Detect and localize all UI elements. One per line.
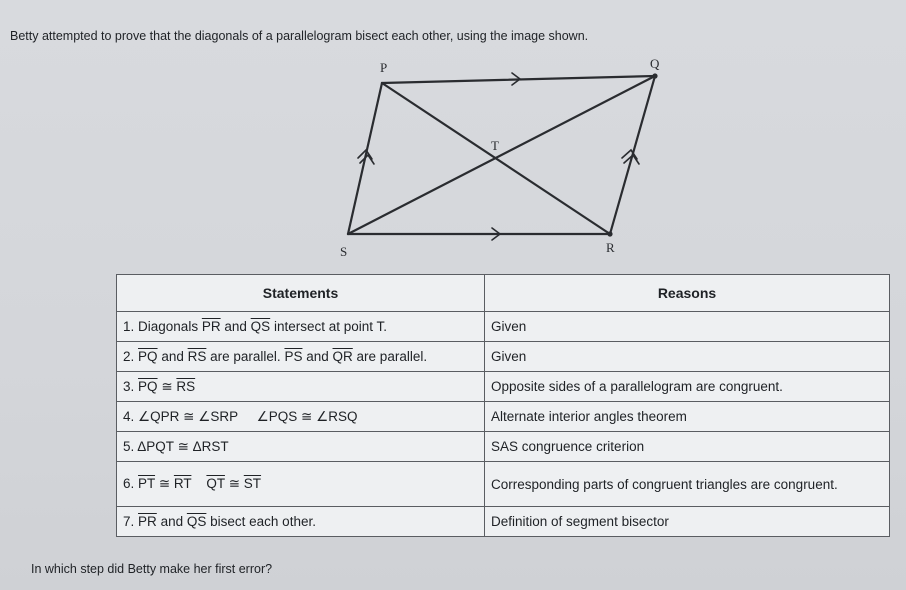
problem-prompt: Betty attempted to prove that the diagonals of a parallelogram bisect each other, using the image shown. [10,29,589,43]
segment-pt: $\overline{PT}$ [138,476,156,491]
segment-pr: $\overline{PR}$ [138,514,157,529]
label-t: T [491,138,499,153]
proof-row-3 [117,372,890,402]
statement-1: 1. Diagonals $\overline{PR}$ and $\overline{QS}$ intersect at point T. [117,312,485,342]
proof-row-1 [117,312,890,342]
reason-2: Given [485,342,890,372]
congruent-symbol: ≅ [301,408,313,424]
congruent-symbol: ≅ [177,438,189,454]
label-r: R [606,240,615,255]
statements-header: Statements [117,275,485,312]
statement-7: 7. $\overline{PR}$ and $\overline{QS}$ bisect each other. [117,507,485,537]
parallelogram-figure [300,52,700,272]
statement-2: 2. $\overline{PQ}$ and $\overline{RS}$ are parallel. $\overline{PS}$ and $\overline{QR}$ are parallel. [117,342,485,372]
segment-qs: $\overline{QS}$ [186,514,207,529]
proof-row-6 [117,462,890,507]
reason-6: Corresponding parts of congruent triangles are congruent. [485,462,890,507]
segment-qs: $\overline{QS}$ [250,319,271,334]
reason-3: Opposite sides of a parallelogram are congruent. [485,372,890,402]
segment-pr: $\overline{PR}$ [201,319,221,334]
segment-st: $\overline{ST}$ [243,476,262,491]
label-q: Q [650,56,660,71]
diagonal-qs [348,76,655,234]
statement-5: 5. ΔPQT ≅ ΔRST [117,432,485,462]
segment-pq: $\overline{PQ}$ [138,349,158,364]
reason-7: Definition of segment bisector [485,507,890,537]
label-s: S [340,244,348,259]
proof-row-2 [117,342,890,372]
reason-4: Alternate interior angles theorem [485,402,890,432]
proof-row-4 [117,402,890,432]
congruent-symbol: ≅ [228,476,241,491]
proof-row-7 [117,507,890,537]
segment-rs: $\overline{RS}$ [176,378,196,394]
question-text: In which step did Betty make her first error? [31,562,273,576]
segment-qr: $\overline{QR}$ [332,349,353,364]
statement-6: 6. $\overline{PT}$ ≅ $\overline{RT}$ $\overline{QT}$ ≅ $\overline{ST}$ [117,462,485,507]
congruent-symbol: ≅ [158,476,171,491]
segment-qt: $\overline{QT}$ [206,476,225,491]
proof-row-5 [117,432,890,462]
segment-rs: $\overline{RS}$ [187,349,207,364]
point-q-dot [652,73,657,78]
reason-5: SAS congruence criterion [485,432,890,462]
segment-rt: $\overline{RT}$ [173,476,192,491]
point-r-dot [607,231,612,236]
label-p: P [380,60,388,75]
congruent-symbol: ≅ [161,378,173,394]
segment-pq: $\overline{PQ}$ [138,378,158,394]
statement-4: 4. ∠QPR ≅ ∠SRP ∠PQS ≅ ∠RSQ [117,402,485,432]
reasons-header: Reasons [485,275,890,312]
proof-header-row [117,275,890,312]
reason-1: Given [485,312,890,342]
congruent-symbol: ≅ [183,408,195,424]
proof-table [116,274,890,537]
statement-3: 3. $\overline{PQ}$ ≅ $\overline{RS}$ [117,372,485,402]
segment-ps: $\overline{PS}$ [284,349,303,364]
